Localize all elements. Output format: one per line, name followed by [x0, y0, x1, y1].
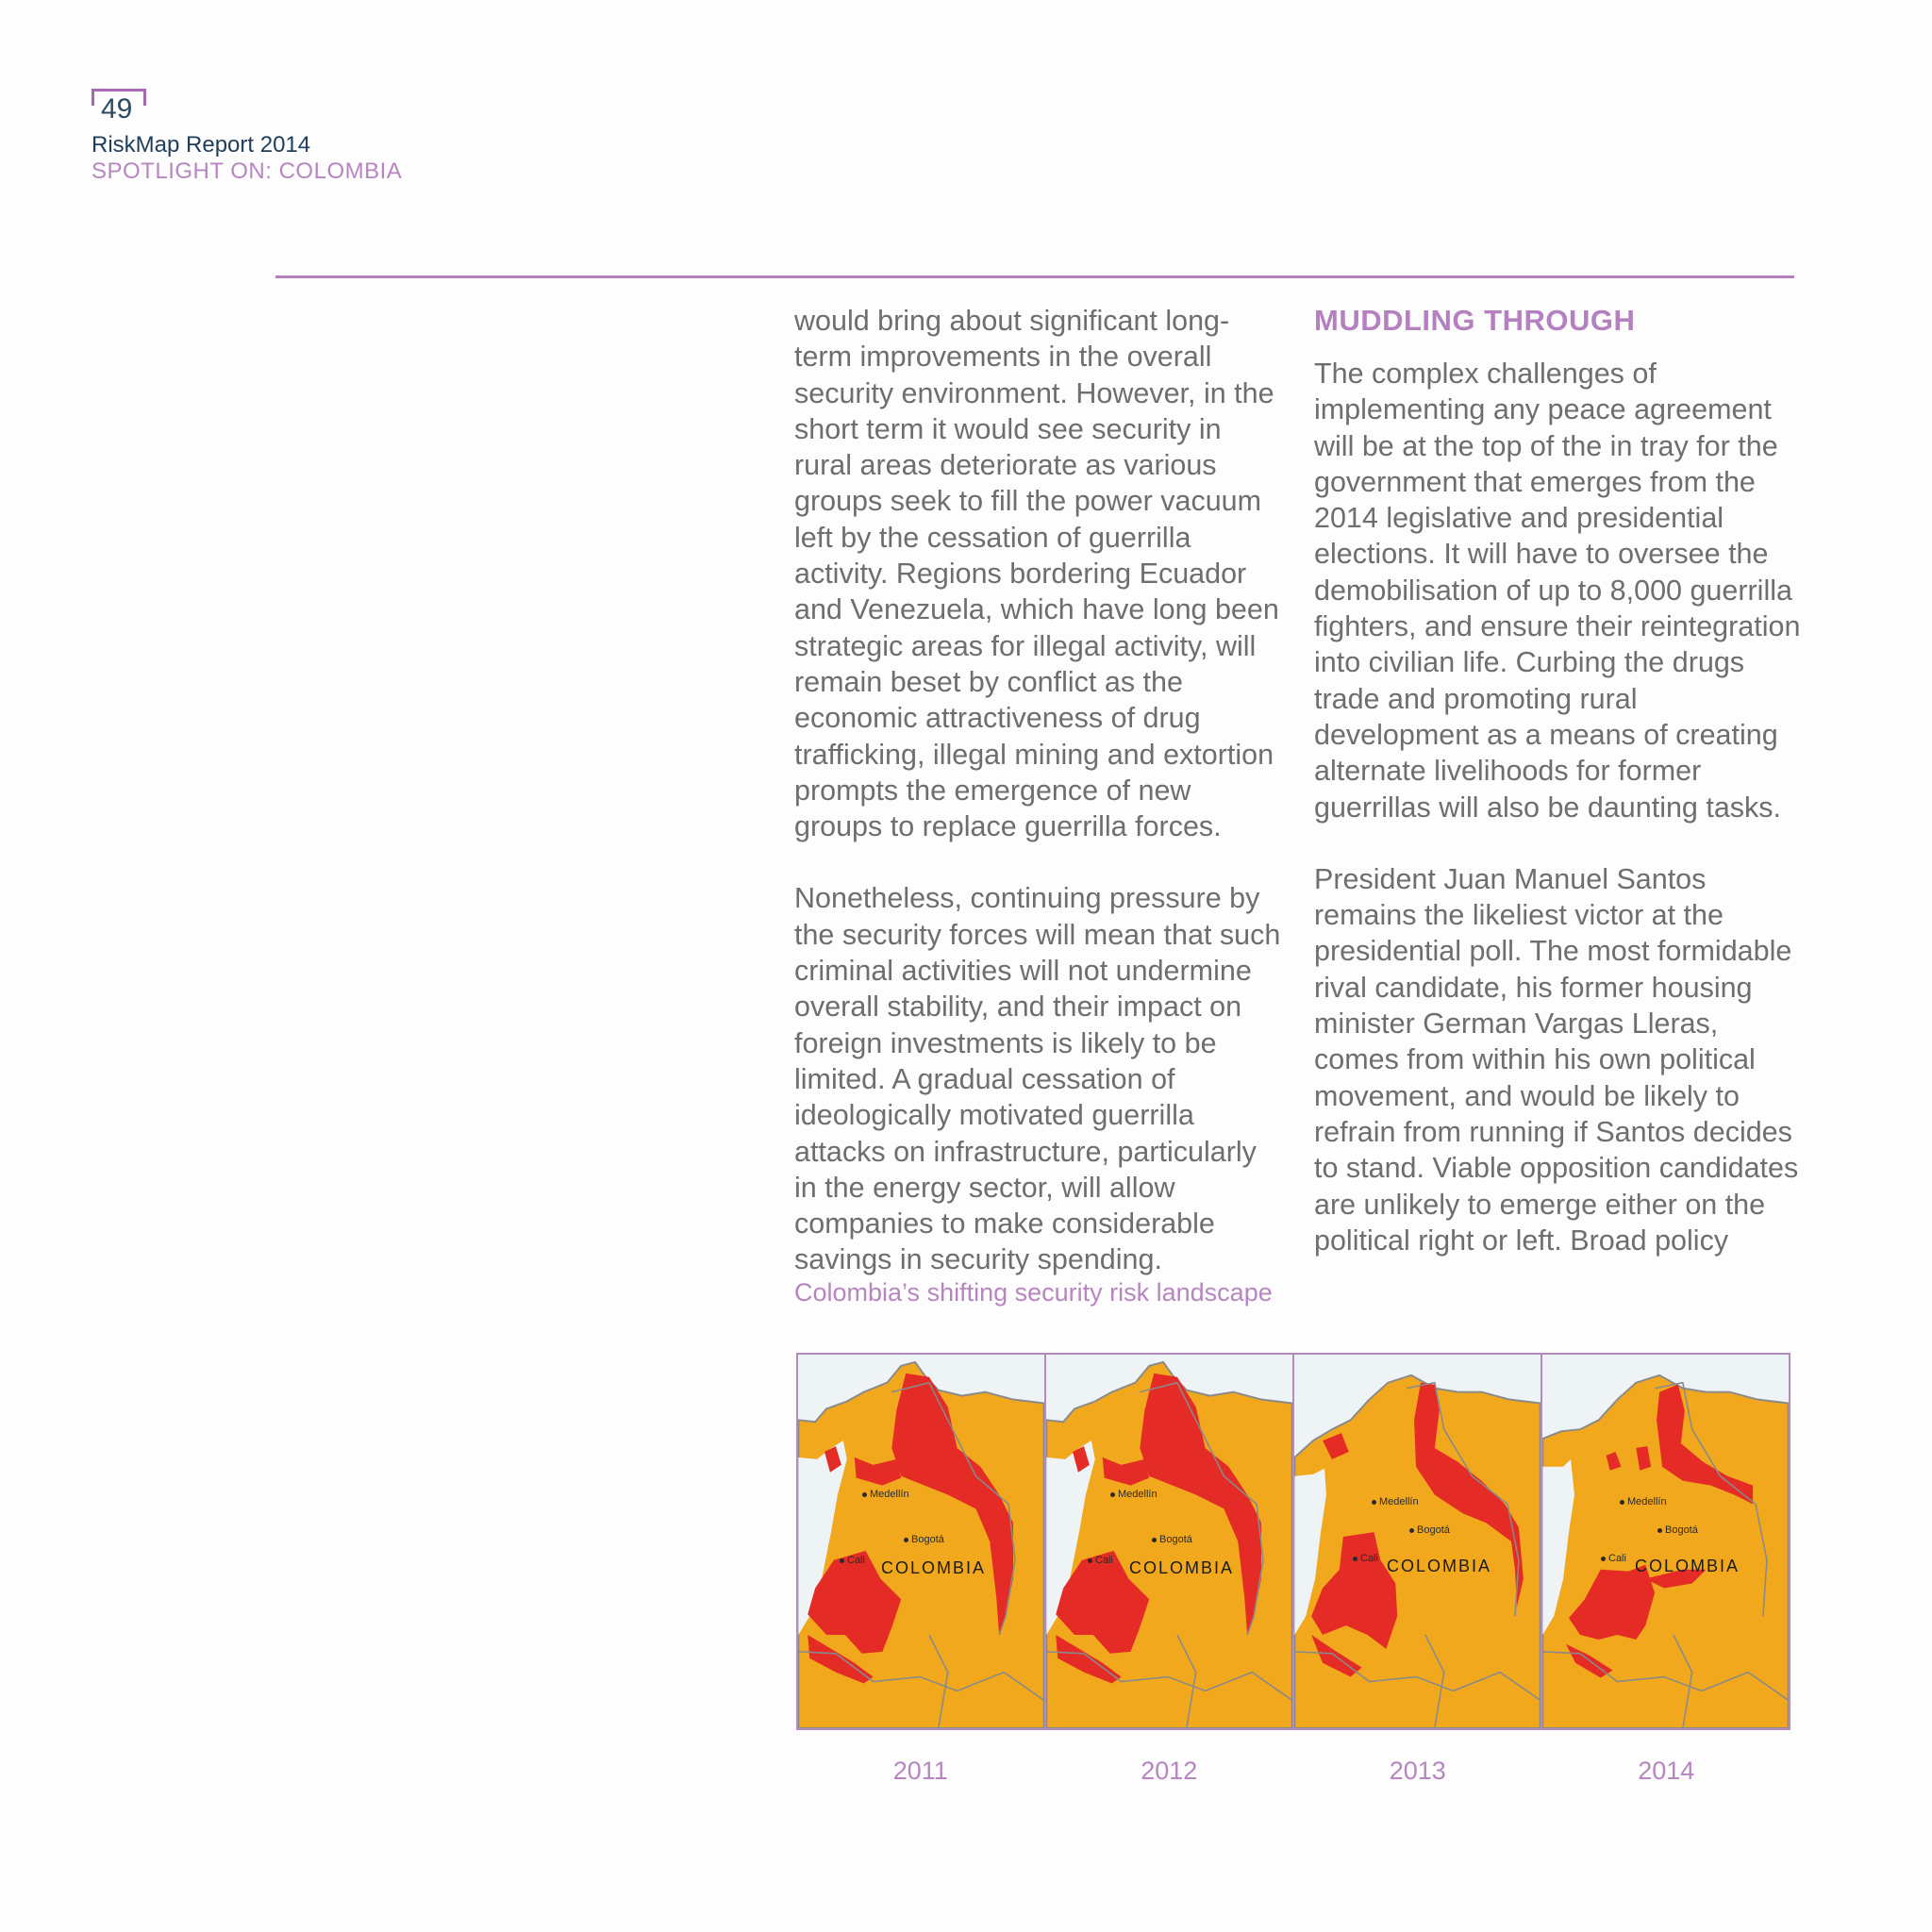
left-column	[794, 303, 1285, 1278]
left-paragraph-1: would bring about significant long-term improvements in the overall security environment. However, in the short term it would see security in rural areas deteriorate as various groups seek to fill the power vacuum left by the cessation of guerrilla activity. Regions bordering Ecuador and Venezuela, which have long been strategic areas for illegal activity, will remain beset by conflict as the economic attractiveness of drug trafficking, illegal mining and extortion prompts the emergence of new groups to replace guerrilla forces.	[794, 305, 1279, 843]
city-cali: Cali	[1601, 1553, 1626, 1564]
report-title: RiskMap Report 2014	[92, 132, 311, 158]
country-label: COLOMBIA	[1387, 1557, 1492, 1575]
city-bogota: Bogotá	[1152, 1534, 1192, 1545]
map-2013	[1294, 1355, 1542, 1728]
city-cali: Cali	[1353, 1553, 1378, 1564]
city-medellin: Medellín	[1110, 1489, 1158, 1500]
country-label: COLOMBIA	[1129, 1558, 1235, 1577]
page-number: 49	[101, 93, 133, 125]
city-medellin: Medellín	[1620, 1496, 1667, 1507]
section-label: SPOTLIGHT ON: COLOMBIA	[92, 158, 403, 184]
city-cali: Cali	[840, 1555, 865, 1566]
map-2011	[798, 1355, 1046, 1728]
map-2014	[1542, 1355, 1789, 1728]
city-bogota: Bogotá	[904, 1534, 944, 1545]
city-medellin: Medellín	[1372, 1496, 1419, 1507]
map-2013-graphic	[1294, 1355, 1541, 1728]
city-bogota: Bogotá	[1409, 1524, 1450, 1536]
year-label-2013: 2013	[1389, 1757, 1446, 1785]
year-label-2011: 2011	[892, 1757, 948, 1785]
year-label-2012: 2012	[1141, 1757, 1198, 1785]
right-column	[1314, 303, 1805, 1258]
right-paragraph-1: The complex challenges of implementing any peace agreement will be at the top of the in tray for the government that emerges from the 2014 legislative and presidential elections. It will have to oversee the demobilisation of up to 8,000 guerrilla fighters, and ensure their reintegration into civilian life. Curbing the drugs trade and promoting rural development as a means of creating alternate livelihoods for former guerrillas will also be daunting tasks.	[1314, 358, 1801, 824]
country-label: COLOMBIA	[1635, 1557, 1740, 1575]
figure-caption: Colombia’s shifting security risk landscape	[794, 1278, 1273, 1307]
map-2014-graphic	[1542, 1355, 1789, 1728]
city-bogota: Bogotá	[1657, 1524, 1698, 1536]
section-divider	[275, 275, 1794, 278]
city-medellin: Medellín	[862, 1489, 909, 1500]
city-cali: Cali	[1088, 1555, 1113, 1566]
year-label-2014: 2014	[1638, 1757, 1695, 1785]
right-paragraph-2: President Juan Manuel Santos remains the likeliest victor at the presidential poll. The most formidable rival candidate, his former housing minister German Vargas Lleras, comes from within his own political movement, and would be likely to refrain from running if Santos decides to stand. Viable opposition candidates are unlikely to emerge either on the political right or left. Broad policy	[1314, 862, 1799, 1257]
section-heading: MUDDLING THROUGH	[1314, 304, 1636, 337]
map-year-labels	[796, 1757, 1790, 1786]
risk-maps-figure	[796, 1353, 1790, 1730]
left-paragraph-2: Nonetheless, continuing pressure by the security forces will mean that such criminal activities will not undermine overall stability, and their impact on foreign investments is likely to be limited. A gradual cessation of ideologically motivated guerrilla attacks on infrastructure, particularly in the energy sector, will allow companies to make considerable savings in security spending.	[794, 882, 1281, 1276]
map-2012	[1046, 1355, 1294, 1728]
country-label: COLOMBIA	[881, 1558, 987, 1577]
page-number-block	[92, 89, 146, 125]
